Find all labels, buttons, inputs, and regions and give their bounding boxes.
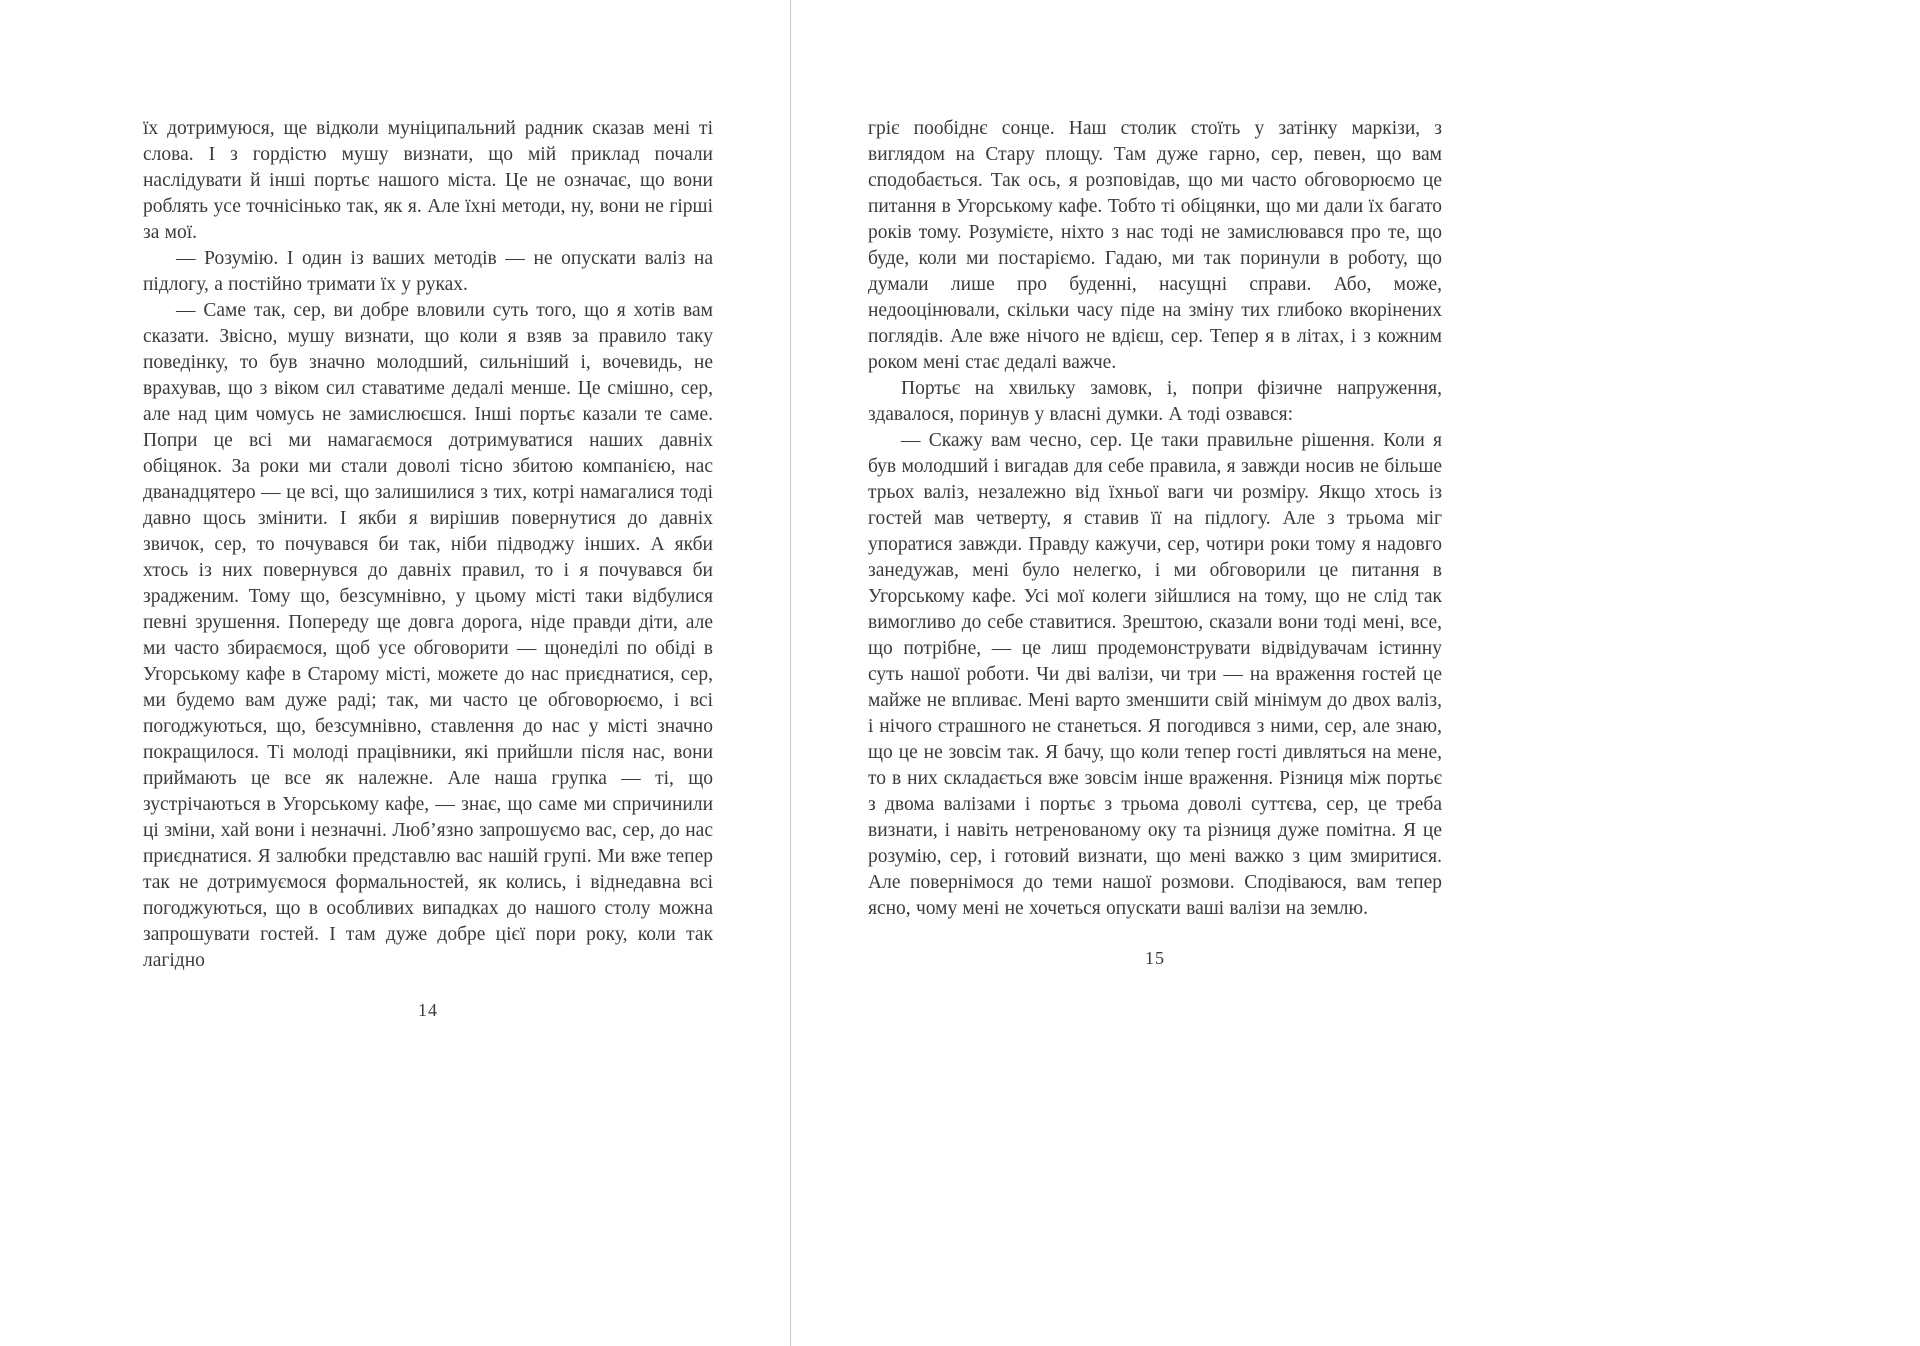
paragraph: гріє пообіднє сонце. Наш столик стоїть у затінку маркізи, з виглядом на Стару площу. Там дуже гарно, сер, певен, що вам сподобається. Так ось, я розповідав, що ми часто обговорюємо це питання в Угорському кафе. Тобто ті обіцянки, що ми дали їх багато років тому. Розумієте, ніхто з нас тоді не замислювався про те, що буде, коли ми постаріємо. Гадаю, ми так поринули в роботу, що думали лише про буденні, насущні справи. Або, може, недооцінювали, скільки часу піде на зміну тих глибоко вкорінених поглядів. Але вже нічого не вдієш, сер. Тепер я в літах, і з кожним роком мені стає дедалі важче. <box>868 118 1442 373</box>
page-number-right: 15 <box>1145 948 1165 968</box>
page-left <box>143 116 713 1021</box>
paragraph: їх дотримуюся, ще відколи муніципальний радник сказав мені ті слова. І з гордістю мушу визнати, що мій приклад почали наслідувати й інші портьє нашого міста. Це не означає, що вони роблять усе точнісінько так, як я. Але їхні методи, ну, вони не гірші за мої. <box>143 118 713 243</box>
page-right <box>868 116 1442 969</box>
paragraph: Портьє на хвильку замовк, і, попри фізичне напруження, здавалося, поринув у власні думки. А тоді озвався: <box>868 378 1442 425</box>
page-divider <box>790 0 791 1346</box>
paragraph: — Саме так, сер, ви добре вловили суть того, що я хотів вам сказати. Звісно, мушу визнати, що коли я взяв за правило таку поведінку, то був значно молодший, сильніший і, вочевидь, не врахував, що з віком сил ставатиме дедалі менше. Це смішно, сер, але над цим чомусь не замислюєшся. Інші портьє казали те саме. Попри це всі ми намагаємося дотримуватися наших давніх обіцянок. За роки ми стали доволі тісно збитою компанією, нас дванадцятеро — це всі, що залишилися з тих, котрі намагалися тоді давно щось змінити. І якби я вирішив повернутися до давніх звичок, сер, то почувався би так, ніби підводжу інших. А якби хтось із них повернувся до давніх правил, то і я почувався би зрадженим. Тому що, безсумнівно, у цьому місті таки відбулися певні зрушення. Попереду ще довга дорога, ніде правди діти, але ми часто збираємося, щоб усе обговорити — щонеділі по обіді в Угорському кафе в Старому місті, можете до нас приєднатися, сер, ми будемо вам дуже раді; так, ми часто це обговорюємо, і всі погоджуються, що, безсумнівно, ставлення до нас у місті значно покращилося. Ті молоді працівники, які прийшли після нас, вони приймають це все як належне. Але наша групка — ті, що зустрічаються в Угорському кафе, — знає, що саме ми спричинили ці зміни, хай вони і незначні. Люб’язно запрошуємо вас, сер, до нас приєднатися. Я залюбки представлю вас нашій групі. Ми вже тепер так не дотримуємося формальностей, як колись, і віднедавна всі погоджуються, що в особливих випадках до нашого столу можна запрошувати гостей. І там дуже добре цієї пори року, коли так лагідно <box>143 300 713 971</box>
paragraph: — Розумію. І один із ваших методів — не опускати валіз на підлогу, а постійно тримати їх у руках. <box>143 248 713 295</box>
paragraph: — Скажу вам чесно, сер. Це таки правильне рішення. Коли я був молодший і вигадав для себе правила, я завжди носив не більше трьох валіз, незалежно від їхньої ваги чи розміру. Якщо хтось із гостей мав четверту, я ставив її на підлогу. Але з трьома міг упоратися завжди. Правду кажучи, сер, чотири роки тому я надовго занедужав, мені було нелегко, і ми обговорили це питання в Угорському кафе. Усі мої колеги зійшлися на тому, що не слід так вимогливо до себе ставитися. Зрештою, сказали вони тоді мені, все, що потрібне, — це лиш продемонструвати відвідувачам істинну суть нашої роботи. Чи дві валізи, чи три — на враження гостей це майже не впливає. Мені варто зменшити свій мінімум до двох валіз, і нічого страшного не станеться. Я погодився з ними, сер, але знаю, що це не зовсім так. Я бачу, що коли тепер гості дивляться на мене, то в них складається вже зовсім інше враження. Різниця між портьє з двома валізами і портьє з трьома доволі суттєва, сер, це треба визнати, і навіть нетренованому оку та різниця дуже помітна. Я це розумію, сер, і готовий визнати, що мені важко з цим змиритися. Але повернімося до теми нашої розмови. Сподіваюся, вам тепер ясно, чому мені не хочеться опускати ваші валізи на землю. <box>868 430 1442 919</box>
page-number-left: 14 <box>418 1000 438 1020</box>
